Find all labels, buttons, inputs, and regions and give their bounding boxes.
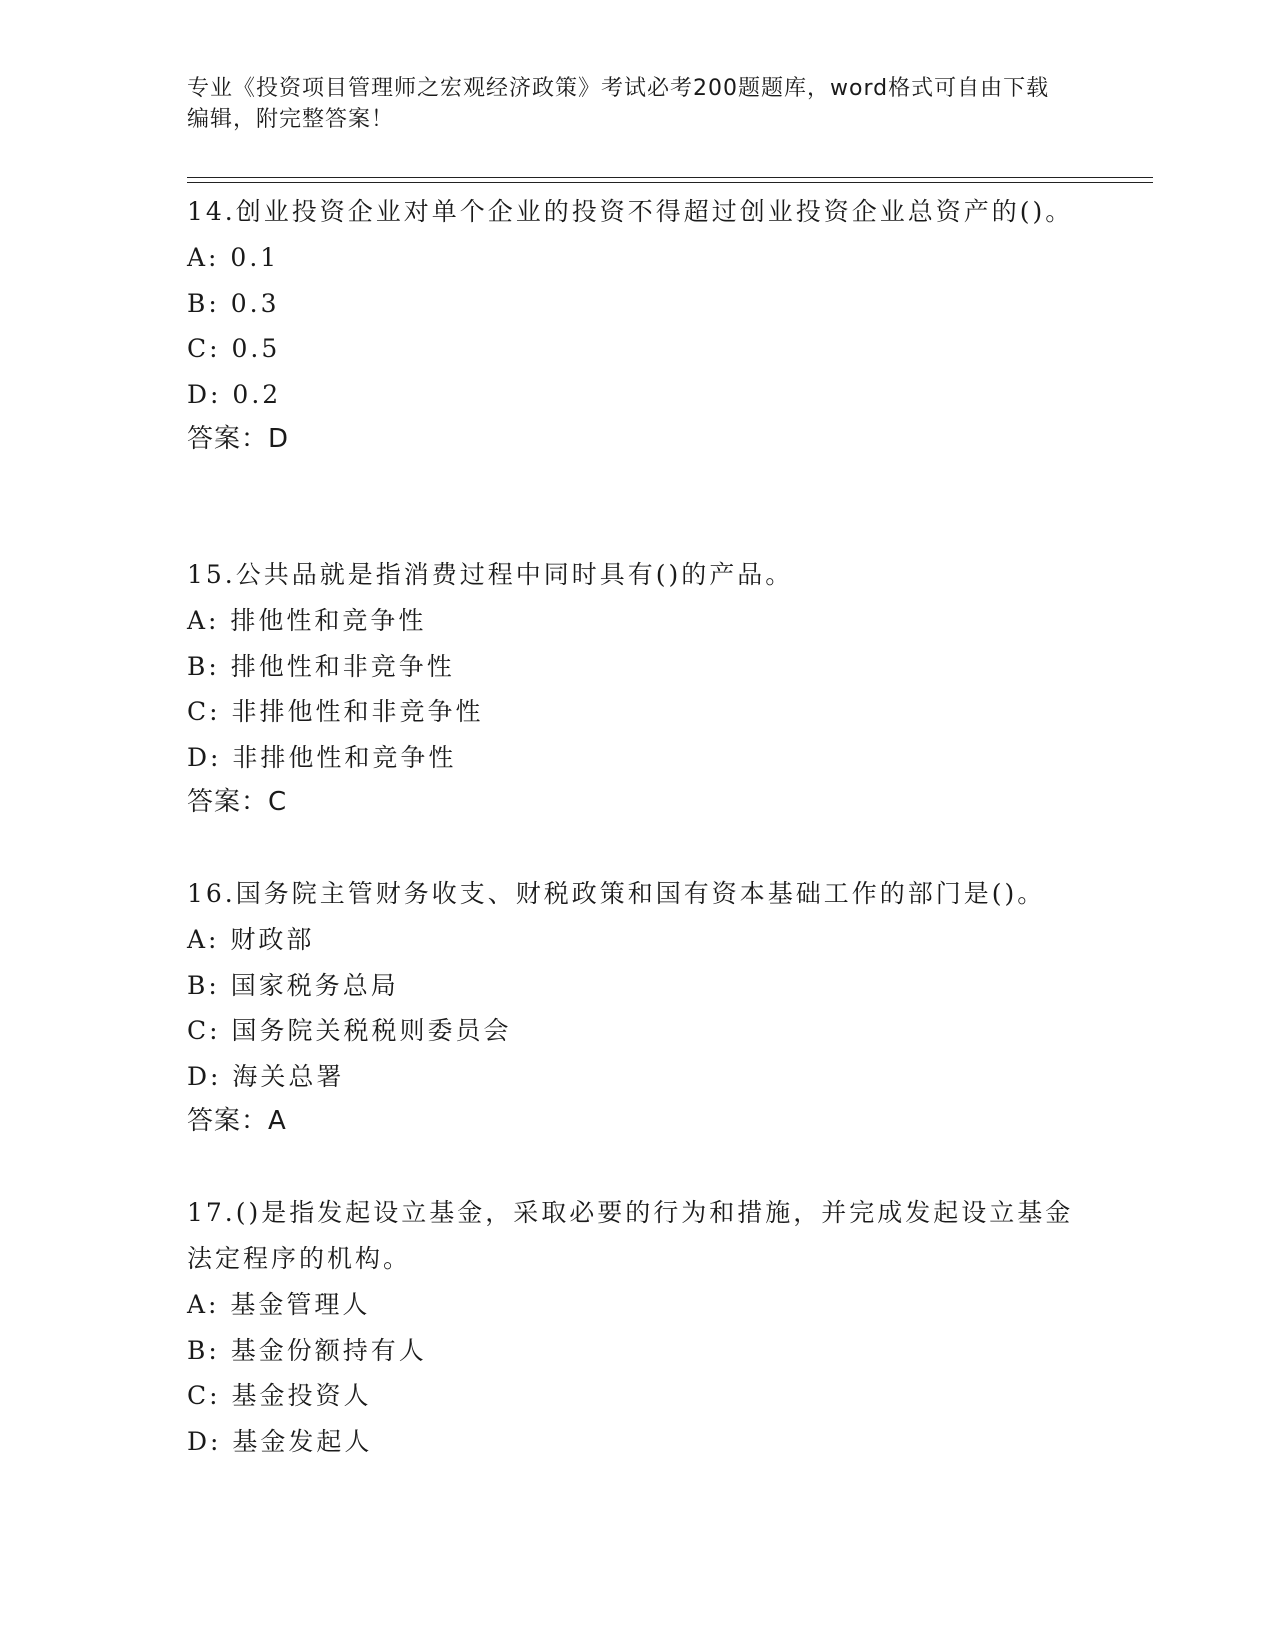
question-stem: 15.公共品就是指消费过程中同时具有()的产品。 xyxy=(187,560,794,589)
option-a: A: 0.1 xyxy=(187,243,280,272)
question-stem: 14.创业投资企业对单个企业的投资不得超过创业投资企业总资产的()。 xyxy=(187,197,1074,226)
option-a: A: 财政部 xyxy=(187,925,315,954)
option-c: C: 0.5 xyxy=(187,334,281,363)
option-d: D: 海关总署 xyxy=(187,1061,345,1091)
option-b: B: 排他性和非竞争性 xyxy=(187,651,455,681)
option-c: C: 国务院关税税则委员会 xyxy=(187,1016,512,1045)
answer-line: 答案：D xyxy=(187,424,290,454)
option-d: D: 非排他性和竞争性 xyxy=(187,742,457,772)
header-rule-bottom xyxy=(187,182,1153,183)
option-d: D: 0.2 xyxy=(187,379,282,409)
question-17 xyxy=(187,1190,1087,1464)
question-16 xyxy=(187,871,1087,1143)
option-c: C: 非排他性和非竞争性 xyxy=(187,697,484,726)
question-stem: 16.国务院主管财务收支、财税政策和国有资本基础工作的部门是()。 xyxy=(187,879,1046,908)
option-a: A: 排他性和竞争性 xyxy=(187,606,427,635)
option-d: D: 基金发起人 xyxy=(187,1426,373,1456)
question-15 xyxy=(187,552,1087,824)
option-b: B: 0.3 xyxy=(187,288,280,318)
option-a: A: 基金管理人 xyxy=(187,1290,371,1319)
header-rule-top xyxy=(187,177,1153,178)
option-b: B: 基金份额持有人 xyxy=(187,1335,427,1365)
option-c: C: 基金投资人 xyxy=(187,1381,372,1410)
answer-line: 答案：A xyxy=(187,1106,287,1136)
question-stem: 17.()是指发起设立基金，采取必要的行为和措施，并完成发起设立基金法定程序的机构。 xyxy=(187,1198,1074,1273)
question-14 xyxy=(187,189,1087,461)
option-b: B: 国家税务总局 xyxy=(187,970,399,1000)
answer-line: 答案：C xyxy=(187,787,288,817)
document-header: 专业《投资项目管理师之宏观经济政策》考试必考200题题库，word格式可自由下载编辑，附完整答案！ xyxy=(187,76,1050,132)
